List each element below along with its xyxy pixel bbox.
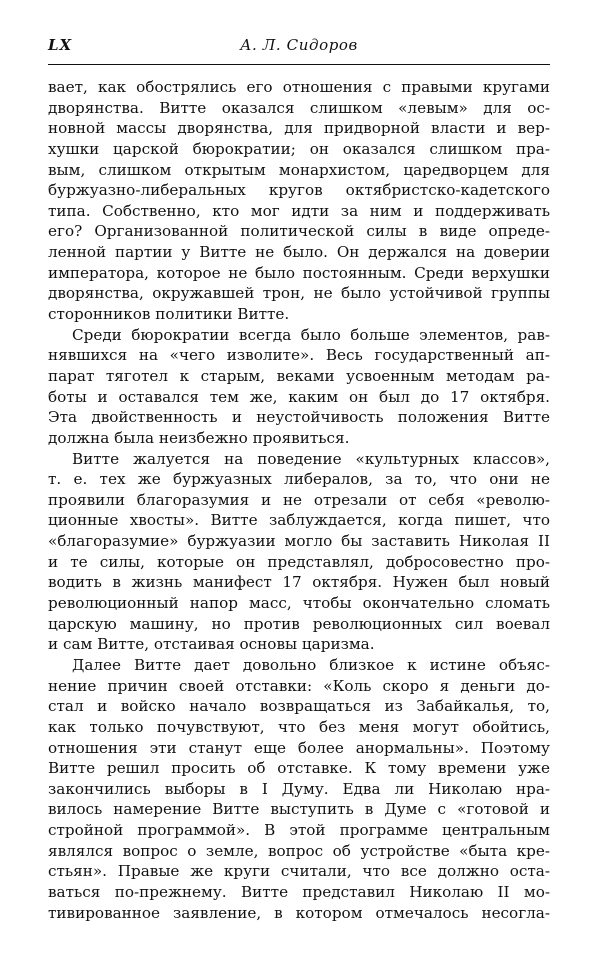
text-line: дворянства, окружавшей трон, не было устойчивой группы [48, 284, 550, 303]
text-line: стьян». Правые же круги считали, что все должно оста- [48, 862, 550, 881]
text-line: Витте решил просить об отставке. К тому времени уже [48, 759, 550, 778]
text-line: вым, слишком открытым монархистом, царедворцем для [48, 160, 550, 179]
text-line: отношения эти станут еще более анормальны». Поэтому [48, 738, 550, 757]
running-head-author: А. Л. Сидоров [240, 36, 358, 54]
text-line: буржуазно-либеральных кругов октябристско-кадетского [48, 181, 550, 200]
text-line: и те силы, которые он представлял, добросовестно про- [48, 552, 550, 571]
text-line: хушки царской бюрократии; он оказался слишком пра- [48, 139, 550, 158]
text-line: закончились выборы в I Думу. Едва ли Николаю нра- [48, 779, 550, 798]
text-line: сторонников политики Витте. [48, 305, 290, 324]
text-line: типа. Собственно, кто мог идти за ним и поддерживать [48, 201, 550, 220]
text-line: ленной партии у Витте не было. Он держался на доверии [48, 243, 550, 262]
text-line: Далее Витте дает довольно близкое к истине объяс- [72, 655, 550, 674]
text-line: боты и оставался тем же, каким он был до 17 октября. [48, 387, 550, 406]
text-line: Витте жалуется на поведение «культурных классов», [72, 449, 550, 468]
text-line: нявшихся на «чего изволите». Весь государственный ап- [48, 346, 550, 365]
text-line: Эта двойственность и неустойчивость положения Витте [48, 408, 550, 427]
text-line: дворянства. Витте оказался слишком «левым» для ос- [48, 98, 550, 117]
text-line: т. е. тех же буржуазных либералов, за то, что они не [48, 470, 550, 489]
text-line: царскую машину, но против революционных сил воевал [48, 614, 550, 633]
page-number: LX [48, 36, 73, 54]
text-line: его? Организованной политической силы в виде опреде- [48, 222, 550, 241]
body-text [48, 77, 550, 923]
text-line: Среди бюрократии всегда было больше элементов, рав- [72, 325, 550, 344]
header-rule [48, 64, 550, 65]
text-line: тивированное заявление, в котором отмечалось несогла- [48, 903, 550, 922]
text-line: императора, которое не было постоянным. Среди верхушки [48, 263, 550, 282]
text-line: революционный напор масс, чтобы окончательно сломать [48, 594, 550, 613]
text-line: вает, как обострялись его отношения с правыми кругами [48, 78, 550, 96]
text-line: «благоразумие» буржуазии могло бы заставить Николая II [48, 532, 550, 551]
text-line: являлся вопрос о земле, вопрос об устройстве «быта кре- [48, 841, 550, 860]
text-line: стройной программой». В этой программе центральным [48, 821, 550, 840]
text-line: как только почувствуют, что без меня могут обойтись, [48, 717, 550, 736]
text-line: и сам Витте, отстаивая основы царизма. [48, 635, 375, 654]
text-line: должна была неизбежно проявиться. [48, 428, 350, 447]
text-line: стал и войско начало возвращаться из Забайкалья, то, [48, 697, 550, 716]
text-line: ционные хвосты». Витте заблуждается, когда пишет, что [48, 511, 550, 530]
text-line: новной массы дворянства, для придворной власти и вер- [48, 119, 550, 138]
text-line: ваться по-прежнему. Витте представил Николаю II мо- [48, 882, 550, 901]
text-line: нение причин своей отставки: «Коль скоро я деньги до- [48, 676, 550, 695]
text-line: проявили благоразумия и не отрезали от себя «револю- [48, 490, 550, 509]
text-line: вилось намерение Витте выступить в Думе с «готовой и [48, 800, 550, 819]
running-head [48, 36, 550, 58]
text-line: парат тяготел к старым, веками усвоенным методам ра- [48, 366, 550, 385]
text-line: водить в жизнь манифест 17 октября. Нужен был новый [48, 573, 550, 592]
